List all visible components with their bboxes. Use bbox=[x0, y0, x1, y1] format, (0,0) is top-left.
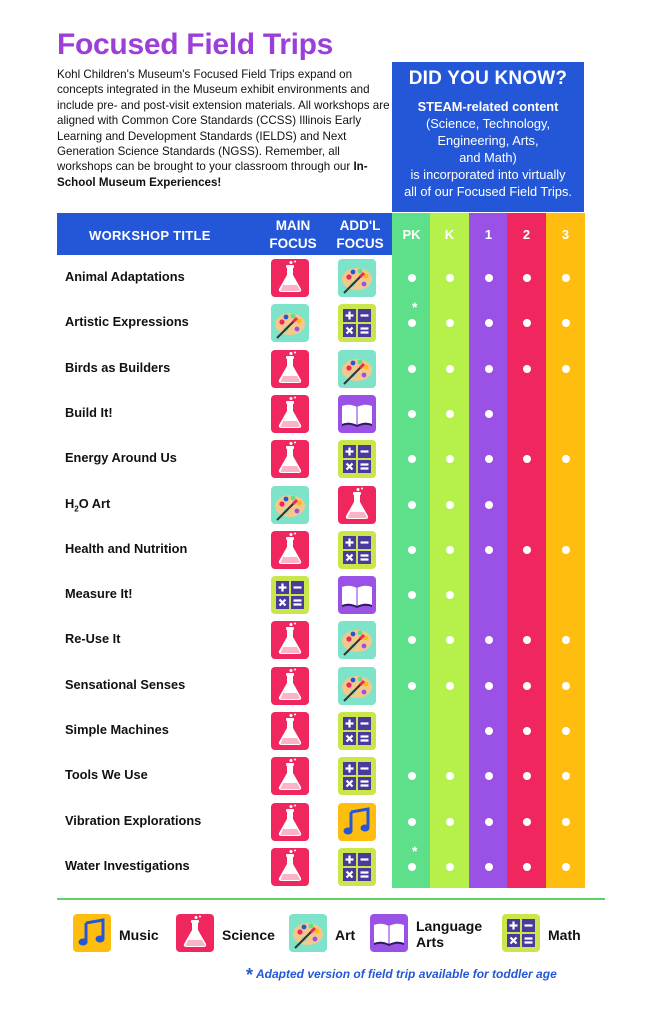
grade-dot bbox=[485, 365, 493, 373]
main-focus-cell bbox=[271, 531, 309, 569]
workshop-title: Measure It! bbox=[65, 586, 133, 602]
grade-dot bbox=[408, 501, 416, 509]
table-row bbox=[0, 664, 663, 708]
beaker-icon bbox=[271, 259, 309, 297]
addl-focus-cell bbox=[338, 621, 376, 659]
table-row bbox=[0, 800, 663, 844]
paint-palette-icon bbox=[338, 621, 376, 659]
grade-dot bbox=[485, 682, 493, 690]
grade-dot bbox=[446, 319, 454, 327]
beaker-icon bbox=[271, 621, 309, 659]
beaker-icon bbox=[271, 803, 309, 841]
legend-label: Art bbox=[335, 927, 356, 943]
grade-dot bbox=[408, 410, 416, 418]
grade-dot bbox=[485, 772, 493, 780]
main-focus-cell bbox=[271, 440, 309, 478]
beaker-icon bbox=[271, 848, 309, 886]
table-row bbox=[0, 573, 663, 617]
open-book-icon bbox=[338, 395, 376, 433]
main-focus-cell bbox=[271, 803, 309, 841]
toddler-asterisk-icon: * bbox=[412, 842, 418, 859]
asterisk-icon: * bbox=[246, 965, 254, 985]
workshop-title: Vibration Explorations bbox=[65, 812, 202, 828]
grade-dot bbox=[523, 546, 531, 554]
legend-label: Science bbox=[222, 927, 275, 943]
grade-dot bbox=[523, 818, 531, 826]
header-main-line: FOCUS bbox=[269, 236, 317, 251]
footnote-text: Adapted version of field trip available for toddler age bbox=[256, 967, 557, 981]
main-focus-cell bbox=[271, 395, 309, 433]
header-addl-focus bbox=[328, 217, 392, 253]
grade-dot bbox=[523, 319, 531, 327]
grade-dot bbox=[485, 319, 493, 327]
workshop-title: Re-Use It bbox=[65, 631, 121, 647]
table-row bbox=[0, 709, 663, 753]
math-symbols-icon bbox=[338, 712, 376, 750]
workshop-title: Water Investigations bbox=[65, 857, 190, 873]
grade-dot bbox=[562, 274, 570, 282]
main-focus-cell bbox=[271, 350, 309, 388]
grade-dot bbox=[562, 636, 570, 644]
workshop-title: Artistic Expressions bbox=[65, 314, 189, 330]
paint-palette-icon bbox=[271, 486, 309, 524]
grade-dot bbox=[523, 863, 531, 871]
paint-palette-icon bbox=[338, 350, 376, 388]
dyk-line: (Science, Technology, bbox=[425, 116, 550, 131]
grade-dot bbox=[485, 636, 493, 644]
paint-palette-icon bbox=[338, 259, 376, 297]
math-symbols-icon bbox=[338, 440, 376, 478]
workshop-title: $H_2O$ Art bbox=[65, 495, 111, 514]
grade-label: PK bbox=[402, 227, 421, 242]
page-title: Focused Field Trips bbox=[57, 28, 334, 61]
addl-focus-cell bbox=[338, 531, 376, 569]
grade-dot bbox=[446, 591, 454, 599]
beaker-icon bbox=[338, 486, 376, 524]
table-row bbox=[0, 256, 663, 300]
addl-focus-cell bbox=[338, 259, 376, 297]
grade-dot bbox=[523, 682, 531, 690]
workshop-title: Birds as Builders bbox=[65, 359, 171, 375]
grade-dot bbox=[408, 365, 416, 373]
math-symbols-icon bbox=[338, 848, 376, 886]
header-main-line: MAIN bbox=[275, 218, 311, 233]
grade-dot bbox=[485, 455, 493, 463]
table-row bbox=[0, 347, 663, 391]
legend-label: Language Arts bbox=[416, 918, 483, 950]
dyk-bold-line: STEAM-related content bbox=[417, 99, 559, 114]
beaker-icon bbox=[271, 667, 309, 705]
grade-dot bbox=[485, 727, 493, 735]
grade-dot bbox=[485, 274, 493, 282]
grade-dot bbox=[523, 274, 531, 282]
grade-dot bbox=[485, 546, 493, 554]
legend-divider bbox=[57, 898, 605, 900]
grade-dot bbox=[485, 501, 493, 509]
table-row bbox=[0, 754, 663, 798]
table-row bbox=[0, 437, 663, 481]
main-focus-cell bbox=[271, 667, 309, 705]
legend-label: Music bbox=[119, 927, 159, 943]
math-symbols-icon bbox=[502, 914, 540, 952]
main-focus-cell bbox=[271, 486, 309, 524]
grade-dot bbox=[485, 818, 493, 826]
addl-focus-cell bbox=[338, 712, 376, 750]
beaker-icon bbox=[271, 757, 309, 795]
main-focus-cell bbox=[271, 576, 309, 614]
addl-focus-cell bbox=[338, 440, 376, 478]
grade-dot bbox=[446, 682, 454, 690]
addl-focus-cell bbox=[338, 486, 376, 524]
math-symbols-icon bbox=[338, 304, 376, 342]
workshop-title: Sensational Senses bbox=[65, 676, 186, 692]
table-row bbox=[0, 528, 663, 572]
beaker-icon bbox=[271, 531, 309, 569]
addl-focus-cell bbox=[338, 667, 376, 705]
grade-dot bbox=[523, 636, 531, 644]
paint-palette-icon bbox=[289, 914, 327, 952]
grade-dot bbox=[523, 727, 531, 735]
addl-focus-cell bbox=[338, 576, 376, 614]
grade-label: K bbox=[444, 227, 455, 242]
dyk-line: and Math) bbox=[459, 150, 517, 165]
math-symbols-icon bbox=[338, 531, 376, 569]
main-focus-cell bbox=[271, 757, 309, 795]
header-main-focus bbox=[263, 217, 323, 253]
grade-dot bbox=[562, 319, 570, 327]
main-focus-cell bbox=[271, 304, 309, 342]
grade-dot bbox=[562, 682, 570, 690]
header-addl-line: ADD'L bbox=[339, 218, 381, 233]
paint-palette-icon bbox=[338, 667, 376, 705]
grade-dot bbox=[485, 410, 493, 418]
grade-dot bbox=[562, 772, 570, 780]
grade-dot bbox=[446, 863, 454, 871]
workshop-title: Energy Around Us bbox=[65, 450, 177, 466]
grade-dot bbox=[446, 455, 454, 463]
math-symbols-icon bbox=[271, 576, 309, 614]
grade-dot bbox=[523, 365, 531, 373]
music-note-icon bbox=[338, 803, 376, 841]
grade-dot bbox=[408, 591, 416, 599]
main-focus-cell bbox=[271, 621, 309, 659]
grade-dot bbox=[408, 274, 416, 282]
addl-focus-cell bbox=[338, 304, 376, 342]
did-you-know-body bbox=[392, 98, 584, 200]
grade-dot bbox=[562, 818, 570, 826]
intro-paragraph bbox=[57, 67, 393, 190]
grade-dot bbox=[408, 772, 416, 780]
grade-label: 3 bbox=[561, 227, 570, 242]
table-row bbox=[0, 618, 663, 662]
beaker-icon bbox=[271, 440, 309, 478]
toddler-asterisk-icon: * bbox=[412, 299, 418, 316]
table-row bbox=[0, 392, 663, 436]
main-focus-cell bbox=[271, 259, 309, 297]
did-you-know-box bbox=[392, 62, 584, 212]
grade-dot bbox=[408, 319, 416, 327]
intro-bold-link-text: In-School Museum Experiences! bbox=[57, 160, 368, 189]
grade-dot bbox=[446, 274, 454, 282]
addl-focus-cell bbox=[338, 848, 376, 886]
dyk-line: all of our Focused Field Trips. bbox=[404, 184, 572, 199]
addl-focus-cell bbox=[338, 395, 376, 433]
math-symbols-icon bbox=[338, 757, 376, 795]
grade-dot bbox=[446, 772, 454, 780]
open-book-icon bbox=[338, 576, 376, 614]
grade-dot bbox=[408, 682, 416, 690]
grade-dot bbox=[446, 501, 454, 509]
beaker-icon bbox=[176, 914, 214, 952]
workshop-title: Animal Adaptations bbox=[65, 269, 185, 284]
grade-dot bbox=[562, 546, 570, 554]
music-note-icon bbox=[73, 914, 111, 952]
grade-dot bbox=[562, 365, 570, 373]
legend-label: Math bbox=[548, 927, 581, 943]
grade-dot bbox=[523, 455, 531, 463]
grade-label: 2 bbox=[522, 227, 531, 242]
dyk-line: Engineering, Arts, bbox=[437, 133, 539, 148]
table-row bbox=[0, 842, 663, 889]
header-workshop-title: WORKSHOP TITLE bbox=[89, 228, 211, 243]
grade-dot bbox=[446, 546, 454, 554]
grade-dot bbox=[562, 455, 570, 463]
grade-dot bbox=[408, 863, 416, 871]
grade-dot bbox=[446, 636, 454, 644]
grade-dot bbox=[446, 818, 454, 826]
intro-text: Kohl Children's Museum's Focused Field Trips expand on concepts integrated in the Museum exhibit environments and include pre- and post-visit extension materials. All workshops are aligned with Common Core Standards (CCSS) Illinois Early Learning and Development Standards (IELDS) and Next Generation Science Standards (NGSS). Remember, all workshops can be brought to your classroom through our bbox=[57, 68, 390, 174]
workshop-title: Build It! bbox=[65, 404, 113, 420]
paint-palette-icon bbox=[271, 304, 309, 342]
grade-dot bbox=[408, 455, 416, 463]
beaker-icon bbox=[271, 712, 309, 750]
open-book-icon bbox=[370, 914, 408, 952]
main-focus-cell bbox=[271, 712, 309, 750]
workshop-title: Tools We Use bbox=[65, 767, 148, 783]
beaker-icon bbox=[271, 395, 309, 433]
grade-dot bbox=[408, 546, 416, 554]
grade-dot bbox=[523, 772, 531, 780]
dyk-line: is incorporated into virtually bbox=[410, 167, 566, 182]
grade-dot bbox=[446, 410, 454, 418]
grade-dot bbox=[408, 818, 416, 826]
footnote bbox=[246, 965, 557, 986]
beaker-icon bbox=[271, 350, 309, 388]
table-row bbox=[0, 483, 663, 527]
grade-label: 1 bbox=[484, 227, 493, 242]
workshop-title: Simple Machines bbox=[65, 722, 169, 737]
addl-focus-cell bbox=[338, 803, 376, 841]
table-row bbox=[0, 301, 663, 345]
grade-dot bbox=[446, 365, 454, 373]
grade-dot bbox=[562, 863, 570, 871]
header-addl-line: FOCUS bbox=[336, 236, 384, 251]
did-you-know-heading: DID YOU KNOW? bbox=[408, 68, 568, 89]
grade-dot bbox=[408, 636, 416, 644]
workshop-title: Health and Nutrition bbox=[65, 540, 188, 556]
main-focus-cell bbox=[271, 848, 309, 886]
addl-focus-cell bbox=[338, 350, 376, 388]
grade-dot bbox=[562, 727, 570, 735]
table-header bbox=[57, 213, 392, 255]
grade-dot bbox=[485, 863, 493, 871]
addl-focus-cell bbox=[338, 757, 376, 795]
